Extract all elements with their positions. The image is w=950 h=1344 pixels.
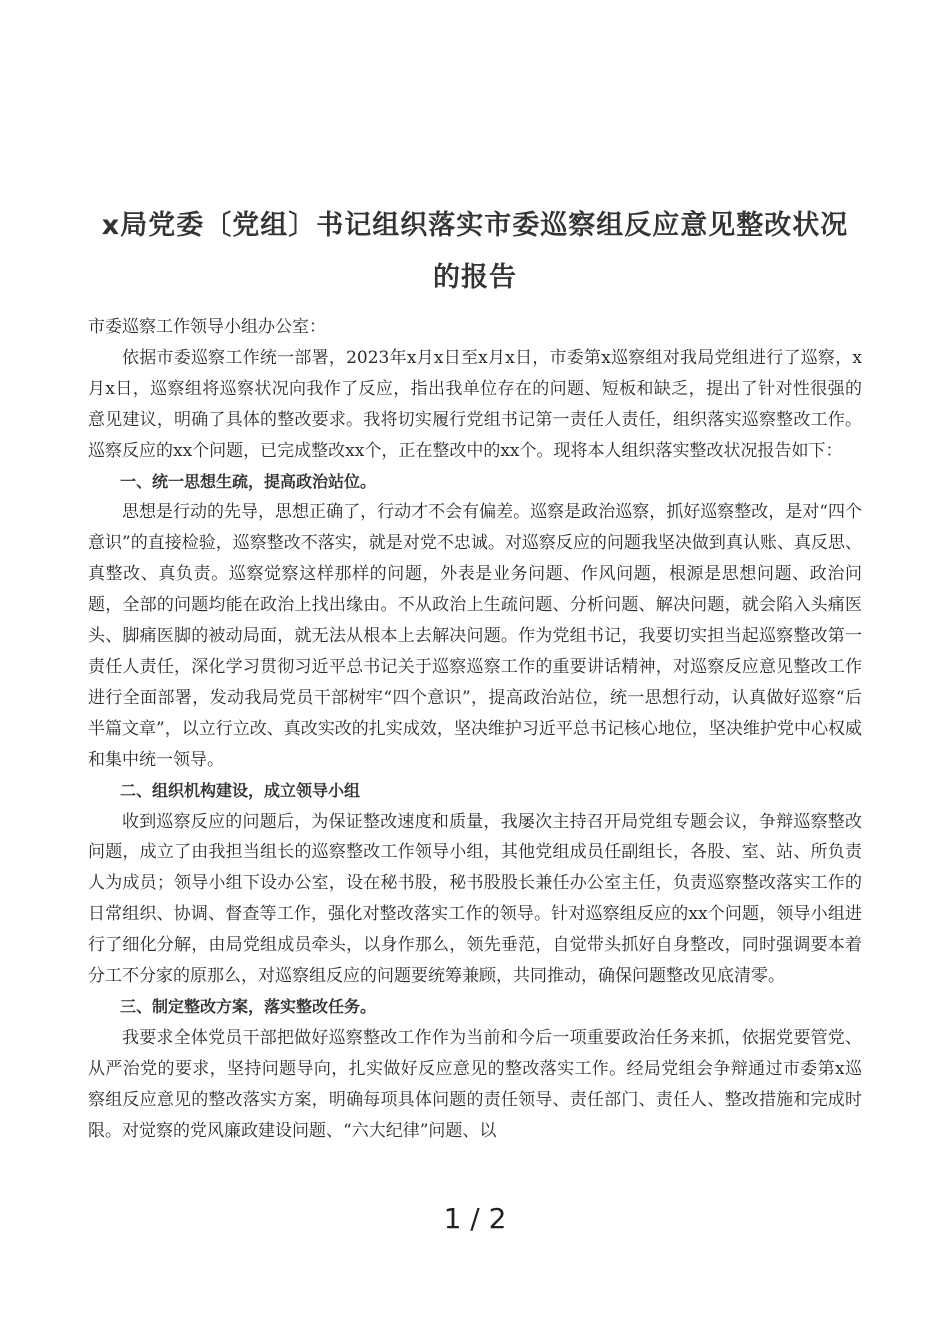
section-heading-2: 二、组织机构建设，成立领导小组 xyxy=(120,780,361,800)
document-title: x局党委〔党组〕书记组织落实市委巡察组反应意见整改状况的报告 xyxy=(101,210,849,293)
section-body-2: 收到巡察反应的问题后，为保证整改速度和质量，我屡次主持召开局党组专题会议，争辩巡察整改问题，成立了由我担当组长的巡察整改工作领导小组，其他党组成员任副组长，各股、室、站、所负责人为成员；领导小组下设办公室，设在秘书股，秘书股股长兼任办公室主任，负责巡察整改落实工作的日常组织、协调、督查等工作，强化对整改落实工作的领导。针对巡察组反应的xx个问题，领导小组进行了细化分解，由局党组成员牵头，以身作那么，领先垂范，自觉带头抓好自身整改，同时强调要本着分工不分家的原那么，对巡察组反应的问题要统筹兼顾，共同推动，确保问题整改见底清零。 xyxy=(88,811,862,987)
intro-paragraph: 依据市委巡察工作统一部署，2023年x月x日至x月x日，市委第x巡察组对我局党组进行了巡察，x月x日，巡察组将巡察状况向我作了反应，指出我单位存在的问题、短板和缺乏，提出了针对性很强的意见建议，明确了具体的整改要求。我将切实履行党组书记第一责任人责任，组织落实巡察整改工作。巡察反应的xx个问题，已完成整改xx个，正在整改中的xx个。现将本人组织落实整改状况报告如下： xyxy=(88,347,862,461)
section-heading-3: 三、制定整改方案，落实整改任务。 xyxy=(120,996,377,1016)
page-indicator: 1 / 2 xyxy=(443,1202,507,1235)
section-heading-1: 一、统一思想生疏，提高政治站位。 xyxy=(120,471,377,491)
document-body xyxy=(88,312,862,1146)
section-body-3: 我要求全体党员干部把做好巡察整改工作作为当前和今后一项重要政治任务来抓，依据党要管党、从严治党的要求，坚持问题导向，扎实做好反应意见的整改落实工作。经局党组会争辩通过市委第x巡察组反应意见的整改落实方案，明确每项具体问题的责任领导、责任部门、责任人、整改措施和完成时限。对觉察的党风廉政建设问题、“六大纪律”问题、以 xyxy=(88,1027,862,1141)
section-body-1: 思想是行动的先导，思想正确了，行动才不会有偏差。巡察是政治巡察，抓好巡察整改，是对“四个意识”的直接检验，巡察整改不落实，就是对党不忠诚。对巡察反应的问题我坚决做到真认账、真反思、真整改、真负责。巡察觉察这样那样的问题，外表是业务问题、作风问题，根源是思想问题、政治问题，全部的问题均能在政治上找出缘由。不从政治上生疏问题、分析问题、解决问题，就会陷入头痛医头、脚痛医脚的被动局面，就无法从根本上去解决问题。作为党组书记，我要切实担当起巡察整改第一责任人责任，深化学习贯彻习近平总书记关于巡察巡察工作的重要讲话精神，对巡察反应意见整改工作进行全面部署，发动我局党员干部树牢“四个意识”，提高政治站位，统一思想行动，认真做好巡察“后半篇文章”，以立行立改、真改实改的扎实成效，坚决维护习近平总书记核心地位，坚决维护党中心权威和集中统一领导。 xyxy=(88,502,862,770)
salutation: 市委巡察工作领导小组办公室： xyxy=(88,317,326,337)
